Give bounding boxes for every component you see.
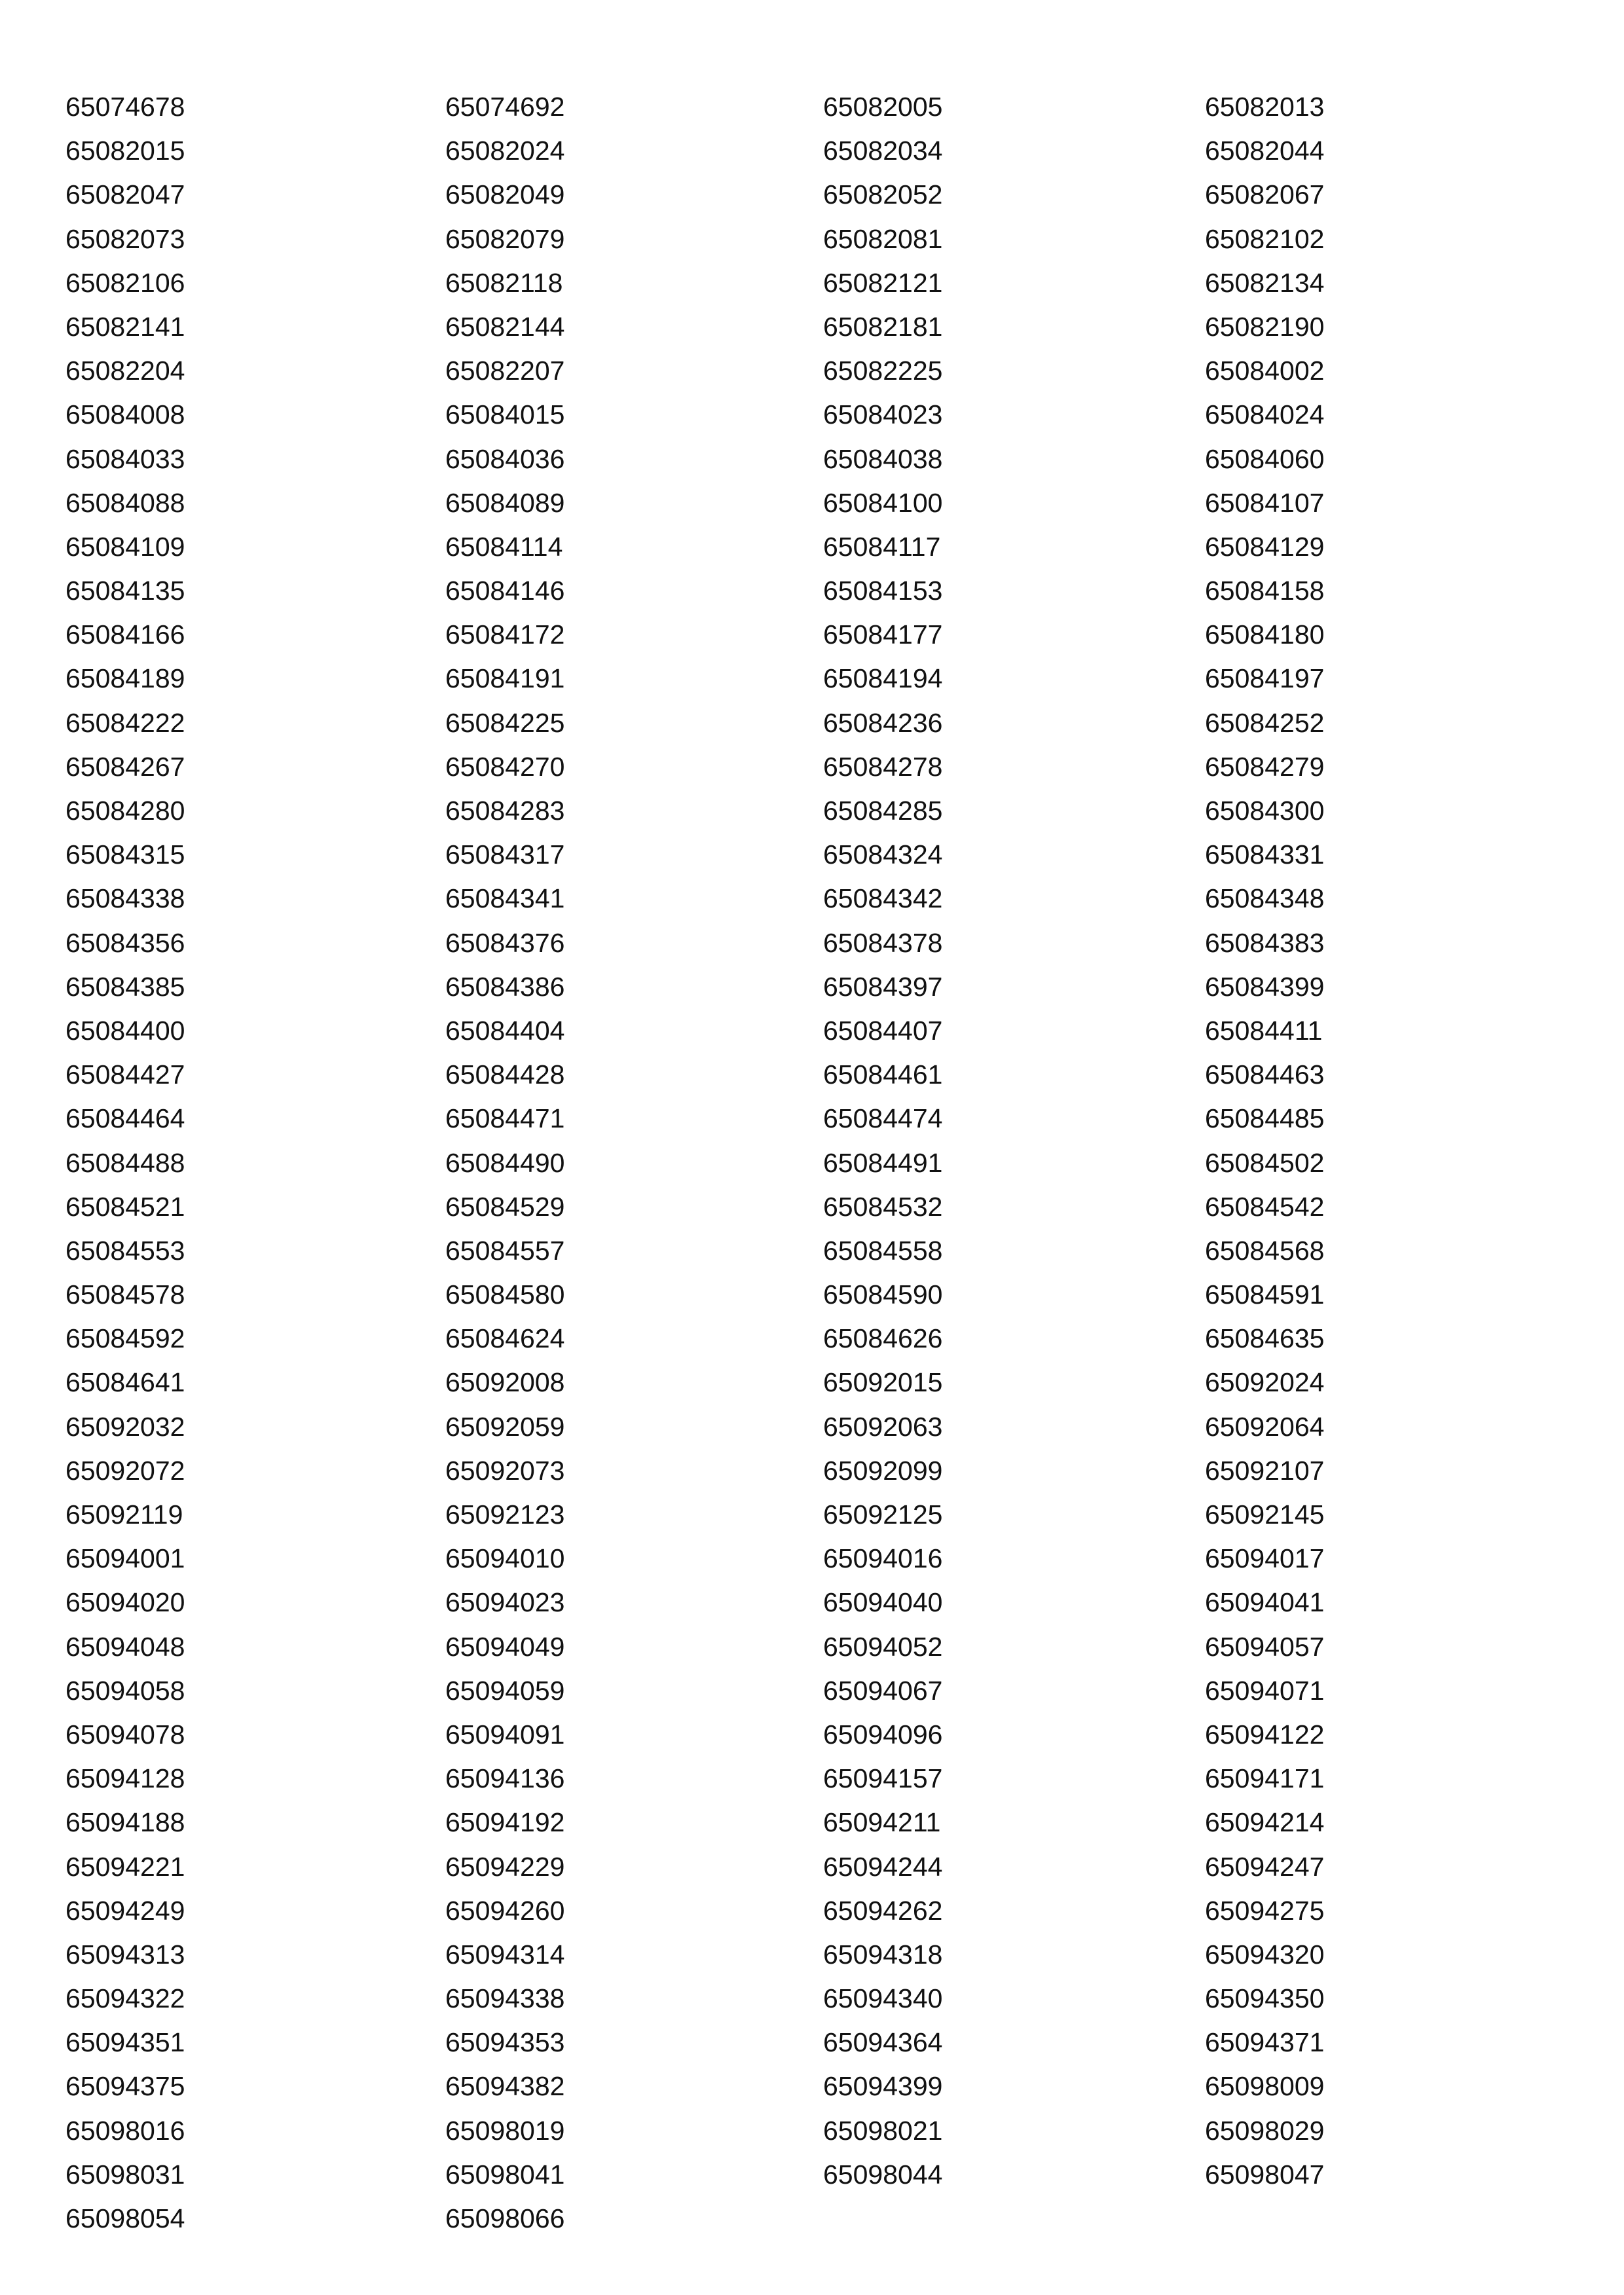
number-entry: 65094262 [823, 1895, 943, 1926]
number-entry: 65098041 [445, 2159, 565, 2190]
number-entry: 65082121 [823, 267, 943, 298]
number-entry: 65094221 [65, 1851, 185, 1882]
number-entry: 65084348 [1205, 883, 1325, 914]
number-entry: 65092064 [1205, 1411, 1325, 1442]
number-entry: 65084180 [1205, 619, 1325, 650]
number-entry: 65094091 [445, 1719, 565, 1750]
number-entry: 65094016 [823, 1543, 943, 1574]
number-entry: 65084485 [1205, 1103, 1325, 1134]
number-entry: 65082067 [1205, 179, 1325, 210]
number-entry: 65084342 [823, 883, 943, 914]
number-entry: 65084464 [65, 1103, 185, 1134]
number-entry: 65098021 [823, 2115, 943, 2146]
number-entry: 65084088 [65, 487, 185, 518]
number-entry: 65084109 [65, 531, 185, 562]
number-entry: 65094399 [823, 2071, 943, 2102]
number-entry: 65094318 [823, 1939, 943, 1970]
number-entry: 65084461 [823, 1059, 943, 1090]
number-entry: 65074692 [445, 92, 565, 122]
number-entry: 65094340 [823, 1983, 943, 2014]
number-entry: 65084411 [1205, 1015, 1323, 1046]
number-entry: 65084015 [445, 399, 565, 430]
number-entry: 65098066 [445, 2203, 565, 2233]
number-entry: 65084225 [445, 707, 565, 738]
number-entry: 65084635 [1205, 1323, 1325, 1354]
number-entry: 65092107 [1205, 1455, 1325, 1486]
number-entry: 65074678 [65, 92, 185, 122]
number-entry: 65084146 [445, 576, 565, 606]
number-entry: 65092099 [823, 1455, 943, 1486]
number-entry: 65092059 [445, 1411, 565, 1442]
number-entry: 65084197 [1205, 663, 1325, 694]
number-entry: 65084407 [823, 1015, 943, 1046]
number-entry: 65082141 [65, 311, 185, 342]
number-entry: 65094001 [65, 1543, 185, 1574]
number-entry: 65082044 [1205, 136, 1325, 166]
number-entry: 65084279 [1205, 751, 1325, 782]
number-entry: 65084488 [65, 1147, 185, 1178]
number-entry: 65084300 [1205, 796, 1325, 826]
number-entry: 65094052 [823, 1631, 943, 1662]
number-entry: 65094020 [65, 1587, 185, 1618]
number-entry: 65094320 [1205, 1939, 1325, 1970]
number-entry: 65084578 [65, 1279, 185, 1310]
number-entry: 65082134 [1205, 267, 1325, 298]
number-entry: 65084427 [65, 1059, 185, 1090]
number-entry: 65094048 [65, 1631, 185, 1662]
number-entry: 65084521 [65, 1191, 185, 1222]
number-entry: 65092119 [65, 1499, 183, 1530]
number-entry: 65094350 [1205, 1983, 1325, 2014]
number-entry: 65092125 [823, 1499, 943, 1530]
number-entry: 65094049 [445, 1631, 565, 1662]
number-entry: 65094338 [445, 1983, 565, 2014]
number-entry: 65084557 [445, 1235, 565, 1266]
number-entry: 65098047 [1205, 2159, 1325, 2190]
number-entry: 65094249 [65, 1895, 185, 1926]
number-entry: 65084194 [823, 663, 943, 694]
number-entry: 65094157 [823, 1763, 943, 1794]
number-entry: 65084283 [445, 796, 565, 826]
number-entry: 65084378 [823, 927, 943, 958]
number-entry: 65084399 [1205, 971, 1325, 1002]
number-entry: 65098019 [445, 2115, 565, 2146]
number-entry: 65084641 [65, 1367, 185, 1398]
number-entry: 65094353 [445, 2027, 565, 2058]
number-entry: 65084341 [445, 883, 565, 914]
number-entry: 65084166 [65, 619, 185, 650]
number-entry: 65094057 [1205, 1631, 1325, 1662]
number-entry: 65084397 [823, 971, 943, 1002]
number-entry: 65094071 [1205, 1675, 1325, 1706]
number-entry: 65092123 [445, 1499, 565, 1530]
number-entry: 65084553 [65, 1235, 185, 1266]
number-entry: 65084626 [823, 1323, 943, 1354]
number-entry: 65084267 [65, 751, 185, 782]
number-entry: 65084591 [1205, 1279, 1325, 1310]
number-entry: 65084315 [65, 839, 185, 870]
number-entry: 65084590 [823, 1279, 943, 1310]
number-entry: 65094375 [65, 2071, 185, 2102]
number-entry: 65098054 [65, 2203, 185, 2233]
number-entry: 65084542 [1205, 1191, 1325, 1222]
number-entry: 65084189 [65, 663, 185, 694]
number-entry: 65084474 [823, 1103, 943, 1134]
number-entry: 65084580 [445, 1279, 565, 1310]
number-entry: 65092072 [65, 1455, 185, 1486]
number-entry: 65082190 [1205, 311, 1325, 342]
number-entry: 65082047 [65, 179, 185, 210]
number-entry: 65084331 [1205, 839, 1325, 870]
number-entry: 65084172 [445, 619, 565, 650]
number-entry: 65084114 [445, 531, 563, 562]
number-entry: 65084252 [1205, 707, 1325, 738]
number-entry: 65094192 [445, 1807, 565, 1838]
number-entry: 65094023 [445, 1587, 565, 1618]
number-entry: 65094382 [445, 2071, 565, 2102]
number-entry: 65084177 [823, 619, 943, 650]
number-entry: 65094364 [823, 2027, 943, 2058]
number-entry: 65084285 [823, 796, 943, 826]
number-entry: 65082034 [823, 136, 943, 166]
number-entry: 65094067 [823, 1675, 943, 1706]
number-entry: 65084558 [823, 1235, 943, 1266]
number-entry: 65084089 [445, 487, 565, 518]
number-entry: 65094260 [445, 1895, 565, 1926]
number-entry: 65094322 [65, 1983, 185, 2014]
number-entry: 65082181 [823, 311, 943, 342]
number-entry: 65084532 [823, 1191, 943, 1222]
number-entry: 65084100 [823, 487, 943, 518]
number-entry: 65084383 [1205, 927, 1325, 958]
number-entry: 65094171 [1205, 1763, 1325, 1794]
number-entry: 65084280 [65, 796, 185, 826]
number-entry: 65094122 [1205, 1719, 1325, 1750]
number-entry: 65084317 [445, 839, 565, 870]
number-entry: 65082081 [823, 223, 943, 254]
number-entry: 65084024 [1205, 399, 1325, 430]
number-entry: 65084158 [1205, 576, 1325, 606]
number-entry: 65084008 [65, 399, 185, 430]
number-entry: 65092032 [65, 1411, 185, 1442]
number-entry: 65094078 [65, 1719, 185, 1750]
number-entry: 65082144 [445, 311, 565, 342]
number-entry: 65084404 [445, 1015, 565, 1046]
number-entry: 65084491 [823, 1147, 943, 1178]
number-entry: 65094244 [823, 1851, 943, 1882]
number-entry: 65092008 [445, 1367, 565, 1398]
number-entry: 65092015 [823, 1367, 943, 1398]
number-entry: 65094128 [65, 1763, 185, 1794]
number-entry: 65084463 [1205, 1059, 1325, 1090]
number-entry: 65084624 [445, 1323, 565, 1354]
number-entry: 65092145 [1205, 1499, 1325, 1530]
number-entry: 65084592 [65, 1323, 185, 1354]
number-entry: 65094096 [823, 1719, 943, 1750]
number-list [65, 85, 1585, 2241]
number-entry: 65094188 [65, 1807, 185, 1838]
number-entry: 65082106 [65, 267, 185, 298]
number-entry: 65084038 [823, 443, 943, 474]
number-entry: 65084270 [445, 751, 565, 782]
number-entry: 65084135 [65, 576, 185, 606]
number-entry: 65084036 [445, 443, 565, 474]
number-entry: 65082118 [445, 267, 563, 298]
number-entry: 65094229 [445, 1851, 565, 1882]
number-entry: 65084153 [823, 576, 943, 606]
number-entry: 65084471 [445, 1103, 565, 1134]
number-entry: 65094214 [1205, 1807, 1325, 1838]
number-entry: 65082207 [445, 356, 565, 386]
number-entry: 65094371 [1205, 2027, 1325, 2058]
number-entry: 65082073 [65, 223, 185, 254]
number-entry: 65084033 [65, 443, 185, 474]
number-entry: 65094040 [823, 1587, 943, 1618]
number-entry: 65084529 [445, 1191, 565, 1222]
number-entry: 65094041 [1205, 1587, 1325, 1618]
number-entry: 65084385 [65, 971, 185, 1002]
number-entry: 65084490 [445, 1147, 565, 1178]
number-entry: 65094010 [445, 1543, 565, 1574]
number-entry: 65082204 [65, 356, 185, 386]
number-entry: 65084222 [65, 707, 185, 738]
number-entry: 65084400 [65, 1015, 185, 1046]
number-entry: 65094058 [65, 1675, 185, 1706]
number-entry: 65094313 [65, 1939, 185, 1970]
number-entry: 65084117 [823, 531, 941, 562]
number-entry: 65094247 [1205, 1851, 1325, 1882]
number-entry: 65098009 [1205, 2071, 1325, 2102]
number-entry: 65098016 [65, 2115, 185, 2146]
number-entry: 65084278 [823, 751, 943, 782]
number-entry: 65082052 [823, 179, 943, 210]
number-entry: 65084060 [1205, 443, 1325, 474]
number-entry: 65084376 [445, 927, 565, 958]
number-entry: 65084236 [823, 707, 943, 738]
number-entry: 65098029 [1205, 2115, 1325, 2146]
number-entry: 65084129 [1205, 531, 1325, 562]
number-entry: 65082049 [445, 179, 565, 210]
number-entry: 65094211 [823, 1807, 941, 1838]
number-entry: 65094136 [445, 1763, 565, 1794]
number-entry: 65092063 [823, 1411, 943, 1442]
number-entry: 65094059 [445, 1675, 565, 1706]
number-entry: 65084386 [445, 971, 565, 1002]
number-entry: 65084428 [445, 1059, 565, 1090]
number-entry: 65084191 [445, 663, 565, 694]
number-entry: 65084568 [1205, 1235, 1325, 1266]
number-entry: 65082225 [823, 356, 943, 386]
number-entry: 65084502 [1205, 1147, 1325, 1178]
number-entry: 65082005 [823, 92, 943, 122]
number-entry: 65092024 [1205, 1367, 1325, 1398]
number-entry: 65082024 [445, 136, 565, 166]
number-entry: 65082102 [1205, 223, 1325, 254]
number-entry: 65098044 [823, 2159, 943, 2190]
number-entry: 65084107 [1205, 487, 1325, 518]
number-entry: 65084356 [65, 927, 185, 958]
number-entry: 65098031 [65, 2159, 185, 2190]
number-entry: 65082015 [65, 136, 185, 166]
number-entry: 65092073 [445, 1455, 565, 1486]
number-entry: 65084324 [823, 839, 943, 870]
number-entry: 65082013 [1205, 92, 1325, 122]
number-entry: 65094314 [445, 1939, 565, 1970]
number-entry: 65084023 [823, 399, 943, 430]
number-entry: 65084002 [1205, 356, 1325, 386]
number-entry: 65082079 [445, 223, 565, 254]
number-entry: 65084338 [65, 883, 185, 914]
number-entry: 65094017 [1205, 1543, 1325, 1574]
number-entry: 65094275 [1205, 1895, 1325, 1926]
number-entry: 65094351 [65, 2027, 185, 2058]
